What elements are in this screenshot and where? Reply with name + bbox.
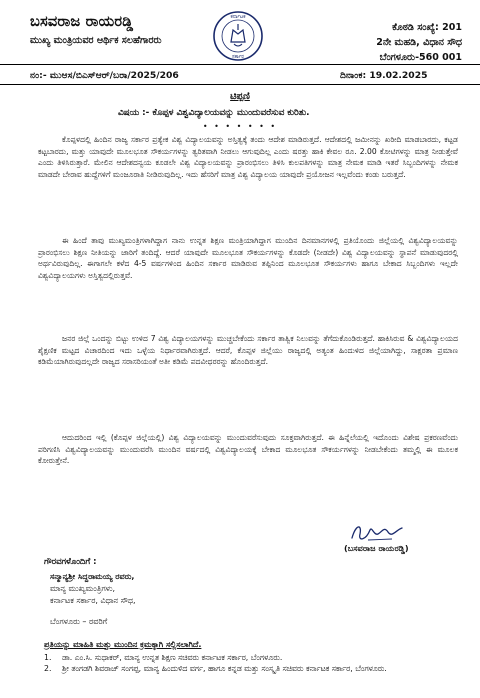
addressee-block [50, 571, 136, 628]
body-paragraph-3: ಜನರ ಜಿಲ್ಲೆ ಒಂದನ್ನು ಬಿಟ್ಟು ಉಳಿದ 7 ವಿಶ್ವ ವಿದ್ಯಾಲಯಗಳನ್ನು ಮುಚ್ಚಬೇಕೆಂದು ಸರ್ಕಾರ ತಾತ್ವಿಕ ನಿಲುವನ್ನು ತೆಗೆದುಕೊಂಡಿರುತ್ತದೆ. ಹಾಕಿಸಿರುವ & ವಿಶ್ವವಿದ್ಯಾಲಯದ ಶೈಕ್ಷಣಿಕ ಮಟ್ಟದ ವಿಚಾರದಿಂದ ಇದು ಒಳ್ಳೆಯ ನಿರ್ಧಾರವಾಗಿರುತ್ತದೆ. ಆದರೆ, ಕೊಪ್ಪಳ ಜಿಲ್ಲೆಯು ರಾಜ್ಯದಲ್ಲಿ ಅತ್ಯಂತ ಹಿಂದುಳಿದ ಜಿಲ್ಲೆಯಾಗಿದ್ದು, ಸಾಕ್ಷರತಾ ಪ್ರಮಾಣ ಕಡಿಮೆಯಾಗಿರುವುದಲ್ಲದೇ ರಾಜ್ಯದ ಸರಾಸರಿಯಂತೆ ಅತೀ ಕಡಿಮೆ ಪದವೀಧರರನ್ನು ಹೊಂದಿರುತ್ತದೆ. [38, 334, 458, 367]
salutation-heading: ಗೌರವಗಳೊಂದಿಗೆ : [44, 556, 97, 566]
body-paragraph-4: ಆದುದರಿಂದ ಇಲ್ಲಿ (ಕೊಪ್ಪಳ ಜಿಲ್ಲೆಯಲ್ಲಿ) ವಿಶ್ವ ವಿದ್ಯಾಲಯವನ್ನು ಮುಂದುವರೆಸುವುದು ಸೂಕ್ತವಾಗಿರುತ್ತದೆ. ಈ ಹಿನ್ನೆಲೆಯಲ್ಲಿ ಇದೊಂದು ವಿಶೇಷ ಪ್ರಕರಣವೆಂದು ಪರಿಗಣಿಸಿ ವಿಶ್ವವಿದ್ಯಾಲಯವನ್ನು ಮುಂದುವರೆಸಿ ಮುಂದಿನ ವರ್ಷದಲ್ಲಿ ವಿಶ್ವವಿದ್ಯಾಲಯಕ್ಕೆ ಬೇಕಾದ ಮೂಲಭೂತ ಸೌಕರ್ಯಗಳನ್ನು ನೀಡಬೇಕೆಂದು ತಮ್ಮಲ್ಲಿ ಈ ಮೂಲಕ ಕೋರುತ್ತೇನೆ. [38, 433, 458, 466]
separator-dots: • • • • • • • [202, 122, 278, 131]
office-room: ಕೊಠಡಿ ಸಂಖ್ಯೆ: 201 [392, 22, 462, 33]
addressee-line: ಕರ್ನಾಟಕ ಸರ್ಕಾರ, ವಿಧಾನ ಸೌಧ, [50, 596, 136, 606]
list-item-number: 1. [44, 653, 52, 662]
office-city: ಬೆಂಗಳೂರು-560 001 [379, 52, 462, 63]
addressee-line: ಬೆಂಗಳೂರು – ರವರಿಗೆ [50, 616, 108, 626]
emblem-top-text: ಕರ್ನಾಟಕ [230, 14, 246, 20]
letterhead-left [30, 14, 162, 46]
reference-number: ನಂ:- ಮುಆಸ/ಬಿಎಸ್‌ಆರ್/ಬರಾ/2025/206 [30, 70, 179, 81]
addressee-line: ಮಾನ್ಯ ಮುಖ್ಯಮಂತ್ರಿಗಳು, [50, 584, 116, 594]
list-item [44, 652, 464, 663]
list-item-number: 2. [44, 664, 52, 674]
header-divider [0, 64, 480, 65]
note-title: ಟಿಪ್ಪಣಿ [230, 91, 250, 102]
subject-line: ವಿಷಯ :- ಕೊಪ್ಪಳ ವಿಶ್ವವಿದ್ಯಾಲಯವನ್ನು ಮುಂದುವರೆಸುವ ಕುರಿತು. [118, 108, 310, 118]
copy-to-heading: ಪ್ರತಿಯನ್ನು ಮಾಹಿತಿ ಮತ್ತು ಮುಂದಿನ ಕ್ರಮಕ್ಕಾಗಿ ಸಲ್ಲಿಸಲಾಗಿದೆ. [44, 640, 202, 649]
list-item-text: ಶ್ರೀ ತಂಗಡಗಿ ಶಿವರಾಜ್ ಸಂಗಪ್ಪ, ಮಾನ್ಯ ಹಿಂದುಳಿದ ವರ್ಗ, ಹಾಗೂ ಕನ್ನಡ ಮತ್ತು ಸಂಸ್ಕೃತಿ ಸಚಿವರು ಕರ್ನಾಟಕ ಸರ್ಕಾರ, ಬೆಂಗಳೂರು. [62, 664, 387, 674]
office-building: 2ನೇ ಮಹಡಿ, ವಿಧಾನ ಸೌಧ [376, 37, 462, 48]
list-item [44, 663, 464, 674]
body-paragraph-1: ಕೊಪ್ಪಳದಲ್ಲಿ ಹಿಂದಿನ ರಾಜ್ಯ ಸರ್ಕಾರ ಪ್ರತ್ಯೇಕ ವಿಶ್ವ ವಿದ್ಯಾಲಯವನ್ನು ಅಸ್ತಿತ್ವಕ್ಕೆ ತಂದು ಆದೇಶ ಮಾಡಿರುತ್ತದೆ. ಆದೇಶದಲ್ಲಿ ಜಮೀನನ್ನು ಖರೀದಿ ಮಾಡಬಾರದು, ಕಟ್ಟಡ ಕಟ್ಟಬಾರದು, ಮತ್ತು ಯಾವುದೇ ಮೂಲಭೂತ ಸೌಕರ್ಯಗಳನ್ನು ತ್ವರಿತವಾಗಿ ನೀಡಲು ಆಗುವುದಿಲ್ಲ ಎಂದು ಷರತ್ತು ಹಾಕಿ ಕೇವಲ ರೂ. 2.00 ಕೋಟಿಗಳನ್ನು ಮಾತ್ರ ನೀಡುತ್ತೇವೆ ಎಂದು ತಿಳಿಸಿರುತ್ತಾರೆ. ಮೇಲಿನ ಆದೇಶದನ್ವಯ ಕೂಡಲೇ ವಿಶ್ವ ವಿದ್ಯಾಲಯವನ್ನು ಪ್ರಾರಂಭಿಸಲು ತಿಳಿಸಿ ಕುಲಪತಿಗಳನ್ನು ಮಾತ್ರ ನೇಮಕ ಮಾಡಿ ಇತರೆ ಸಿಬ್ಬಂದಿಗಳನ್ನು ನೇಮಕ ಮಾಡದೇ ಬೇರಾವ ಹುದ್ದೆಗಳಿಗೆ ಮಂಜೂರಾತಿ ನೀಡಿರುವುದಿಲ್ಲ. ಇದು ಹೆಸರಿಗೆ ಮಾತ್ರ ವಿಶ್ವ ವಿದ್ಯಾಲಯ ಯಾವುದೇ ಪ್ರಯೋಜನ ಇಲ್ಲವೆಂದು ಕಂಡು ಬರುತ್ತದೆ. [38, 135, 458, 179]
sender-name: ಬಸವರಾಜ ರಾಯರಡ್ಡಿ [30, 14, 134, 30]
reference-date: ದಿನಾಂಕ: 19.02.2025 [340, 70, 428, 81]
copy-to-list [44, 652, 464, 675]
list-item-text: ಡಾ. ಎಂ.ಸಿ. ಸುಧಾಕರ್, ಮಾನ್ಯ ಉನ್ನತ ಶಿಕ್ಷಣ ಸಚಿವರು ಕರ್ನಾಟಕ ಸರ್ಕಾರ, ಬೆಂಗಳೂರು. [62, 653, 283, 662]
government-emblem-icon [212, 10, 264, 62]
sender-designation: ಮುಖ್ಯ ಮಂತ್ರಿಯವರ ಆರ್ಥಿಕ ಸಲಹೆಗಾರರು [30, 35, 162, 46]
reference-divider [0, 84, 480, 85]
emblem-bottom-text: ಸರ್ಕಾರ [232, 54, 244, 60]
addressee-line: ಸನ್ಮಾನ್ಯಶ್ರೀ ಸಿದ್ದರಾಮಯ್ಯ ರವರು, [50, 572, 135, 581]
body-paragraph-2: ಈ ಹಿಂದೆ ತಾವು ಮುಖ್ಯಮಂತ್ರಿಗಳಾಗಿದ್ದಾಗ ನಾನು ಉನ್ನತ ಶಿಕ್ಷಣ ಮಂತ್ರಿಯಾಗಿದ್ದಾಗ ಮುಂದಿನ ದಿನಮಾನಗಳಲ್ಲಿ ಪ್ರತಿಯೊಂದು ಜಿಲ್ಲೆಯಲ್ಲಿ ವಿಶ್ವವಿದ್ಯಾಲಯವನ್ನು ಪ್ರಾರಂಭಿಸಲು ಶಿಕ್ಷಣ ನೀತಿಯನ್ನು ಜಾರಿಗೆ ತಂದಿದ್ದೆ. ಆದರೆ ಯಾವುದೇ ಮೂಲಭೂತ ಸೌಕರ್ಯಗಳನ್ನು ಕೊಡದೇ (ನೀಡದೇ) ವಿಶ್ವ ವಿದ್ಯಾಲಯವನ್ನು ಸ್ಥಾಪನೆ ಮಾಡುವುದರಲ್ಲಿ ಅರ್ಥವಿರುವುದಿಲ್ಲ. ಈಗಾಗಲೇ ಕಳೆದ 4-5 ವರ್ಷಗಳಿಂದ ಹಿಂದಿನ ಸರ್ಕಾರ ಮಾಡಿರುವ ತಪ್ಪಿನಿಂದ ಮೂಲಭೂತ ಸೌಕರ್ಯಗಳು ಹಾಗೂ ಬೇಕಾದ ಸಿಬ್ಬಂದಿಗಳು ಇಲ್ಲದೇ ವಿಶ್ವವಿದ್ಯಾಲಯಗಳು ಅಸ್ತಿತ್ವದಲ್ಲಿರುತ್ತವೆ. [38, 236, 458, 280]
signatory-name: (ಬಸವರಾಜ ರಾಯರಡ್ಡಿ) [344, 543, 409, 553]
office-address [376, 20, 462, 65]
